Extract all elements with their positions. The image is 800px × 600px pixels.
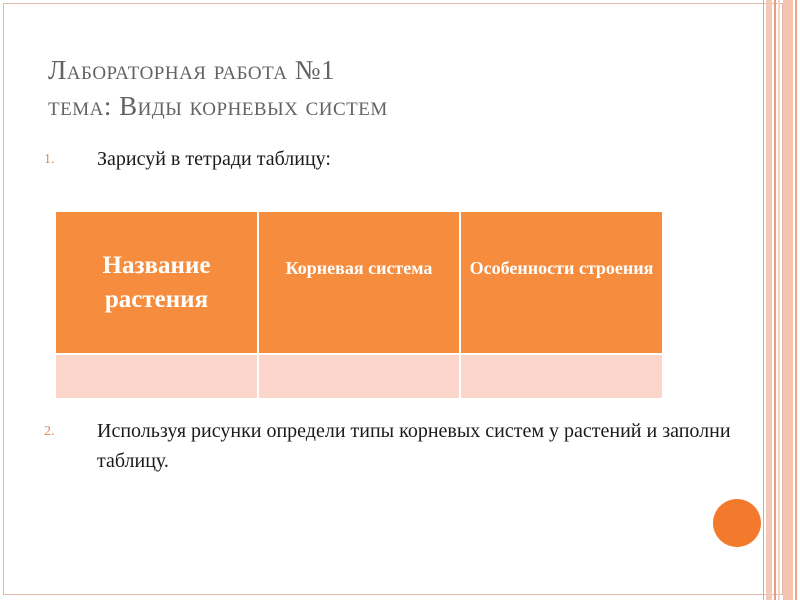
- table-row: [56, 354, 662, 398]
- table-header-row: [56, 212, 662, 354]
- title-line-2: тема: Виды корневых систем: [48, 91, 388, 121]
- list-number: 2.: [44, 424, 55, 439]
- slide-title: [48, 52, 388, 124]
- decor-stripe: [766, 0, 772, 600]
- title-line-1: Лабораторная работа №1: [48, 55, 335, 85]
- list-text: Используя рисунки определи типы корневых систем у растений и заполни таблицу.: [97, 420, 731, 472]
- list-number: 1.: [44, 152, 55, 167]
- plants-table: [56, 212, 662, 398]
- table-cell: [56, 354, 258, 398]
- table-cell: [460, 354, 662, 398]
- list-text: Зарисуй в тетради таблицу:: [97, 148, 331, 170]
- header-structure-features: Особенности строения: [460, 212, 662, 354]
- decor-stripe: [778, 0, 780, 600]
- decor-stripe: [774, 0, 776, 600]
- decor-stripe: [783, 0, 793, 600]
- header-plant-name: Название растения: [56, 212, 258, 354]
- header-root-system: Корневая система: [258, 212, 460, 354]
- table-cell: [258, 354, 460, 398]
- decor-stripe: [795, 0, 797, 600]
- decor-stripe: [763, 0, 764, 600]
- decor-circle: [713, 499, 761, 547]
